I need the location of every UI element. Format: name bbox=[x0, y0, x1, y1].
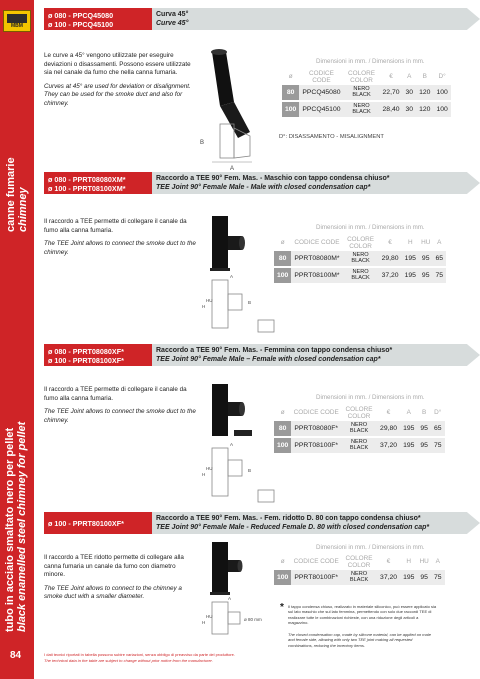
dimension-label-hu: HU bbox=[206, 466, 213, 471]
table-row bbox=[274, 251, 446, 267]
cell-b: 120 bbox=[416, 101, 433, 118]
product-description bbox=[44, 218, 196, 257]
col-d: D° bbox=[434, 409, 442, 417]
table-header-row bbox=[274, 406, 445, 421]
cell-a: 195 bbox=[400, 437, 417, 454]
cell-h: 195 bbox=[402, 251, 419, 267]
category-label-it: canne fumarie bbox=[5, 157, 17, 232]
description-en: The TEE Joint allows to connect the smoke duct to the chimney. bbox=[44, 240, 196, 256]
table-header-row bbox=[282, 70, 451, 85]
product-line-label-it: tubo in acciaio smaltato nero per pellet bbox=[4, 427, 16, 632]
brand-logo bbox=[3, 10, 31, 32]
cell-code: PPRT08100M* bbox=[291, 267, 342, 284]
table-row bbox=[274, 421, 445, 437]
description-en: The TEE Joint allows to connect the smoke duct to the chimney. bbox=[44, 408, 196, 424]
curve-drawing bbox=[196, 44, 296, 172]
product-section-tee-male bbox=[34, 172, 480, 340]
table-title: Dimensioni in mm. / Dimensions in mm. bbox=[316, 394, 425, 401]
cell-diameter: 100 bbox=[282, 101, 299, 118]
cell-h: 195 bbox=[402, 267, 419, 284]
product-title-en: Curve 45° bbox=[156, 20, 189, 27]
cell-h: 195 bbox=[400, 570, 417, 586]
col-price: € bbox=[388, 239, 392, 247]
col-h: H bbox=[406, 558, 412, 566]
product-section-curve bbox=[34, 8, 480, 172]
product-line-label-en: black enamelled steel chimney for pellet bbox=[16, 421, 29, 632]
cell-code: PPCQ45100 bbox=[299, 101, 343, 118]
cell-a: 30 bbox=[403, 85, 417, 101]
col-h: H bbox=[407, 239, 413, 247]
cell-code: PPCQ45080 bbox=[299, 85, 343, 101]
section-header bbox=[34, 8, 480, 30]
col-price: € bbox=[389, 73, 393, 81]
cell-price: 29,80 bbox=[379, 251, 402, 267]
col-a: A bbox=[437, 239, 442, 247]
spec-table bbox=[274, 236, 446, 285]
dimension-label-h: H bbox=[202, 304, 206, 309]
col-color: COLORE COLOR bbox=[345, 555, 373, 569]
color-label: NERO BLACK bbox=[349, 439, 369, 451]
col-hu: HU bbox=[421, 239, 431, 247]
col-diameter: ø bbox=[280, 239, 285, 247]
cell-code: PPRT08100F* bbox=[291, 437, 341, 454]
title-bar bbox=[152, 8, 480, 30]
col-a: A bbox=[406, 409, 411, 417]
logo-mark bbox=[7, 14, 27, 23]
table-title: Dimensioni in mm. / Dimensions in mm. bbox=[316, 58, 425, 65]
cell-b: 95 bbox=[417, 437, 431, 454]
category-label bbox=[5, 157, 29, 232]
table-row bbox=[282, 101, 451, 118]
product-description bbox=[44, 52, 196, 108]
col-code: CODICE CODE bbox=[293, 409, 339, 417]
disclaimer-en: The technical data in the table are subject to change without prior notice from the manufacturer. bbox=[44, 658, 213, 663]
cell-diameter: 80 bbox=[282, 85, 299, 101]
cell-hu: 95 bbox=[419, 267, 433, 284]
col-code: CODICE CODE bbox=[309, 70, 334, 84]
color-label: NERO BLACK bbox=[349, 571, 369, 583]
product-line-label bbox=[4, 422, 28, 632]
col-a: A bbox=[435, 558, 440, 566]
product-title-it: Curva 45° bbox=[156, 11, 189, 18]
col-price: € bbox=[386, 558, 391, 566]
col-b: B bbox=[422, 73, 427, 81]
dimension-label-a: A bbox=[230, 166, 235, 172]
section-header bbox=[34, 344, 480, 366]
cell-a: 195 bbox=[400, 421, 417, 437]
cell-color bbox=[341, 437, 377, 454]
cell-price: 28,40 bbox=[380, 101, 403, 118]
cell-code: PPRT08080M* bbox=[291, 251, 342, 267]
cell-diameter: 100 bbox=[274, 570, 291, 586]
cell-b: 95 bbox=[417, 421, 431, 437]
cell-price: 37,20 bbox=[377, 570, 400, 586]
col-price: € bbox=[386, 409, 391, 417]
product-title-it: Raccordo a TEE 90° Fem. Mas. - Maschio con tappo condensa chiuso* bbox=[156, 175, 390, 182]
cell-color bbox=[341, 570, 377, 586]
spec-table bbox=[274, 555, 445, 587]
cell-color bbox=[343, 267, 379, 284]
cell-diameter: 80 bbox=[274, 251, 291, 267]
dimension-label-hu: HU bbox=[206, 298, 213, 303]
col-diameter: ø bbox=[288, 73, 293, 81]
dimension-label-b: B bbox=[248, 300, 252, 305]
col-diameter: ø bbox=[280, 558, 285, 566]
product-title-en: TEE Joint 90° Female Male - Male with closed condensation cap* bbox=[156, 184, 371, 191]
table-row bbox=[274, 570, 445, 586]
product-title-en: TEE Joint 90° Female Male – Female with closed condensation cap* bbox=[156, 356, 381, 363]
dimension-label-diameter: ø 80 mm bbox=[244, 617, 262, 622]
product-code: ø 100 - PPCQ45100 bbox=[48, 20, 114, 29]
product-code: ø 080 - PPCQ45080 bbox=[48, 11, 114, 20]
footnote-en: The closed condensation cap, made by silicone material, can be applied on male and female side, allowing with only two TEE joint making all requested combinations, reducing the inventory items. bbox=[288, 632, 431, 648]
dimension-label-a: A bbox=[230, 274, 234, 279]
cell-diameter: 100 bbox=[274, 267, 291, 284]
cell-d: 100 bbox=[433, 101, 450, 118]
cell-color bbox=[343, 251, 379, 267]
color-label: NERO BLACK bbox=[352, 103, 371, 115]
table-title: Dimensioni in mm. / Dimensions in mm. bbox=[316, 544, 425, 551]
product-code: ø 080 - PPRT08080XM* bbox=[48, 175, 126, 184]
col-b: B bbox=[422, 409, 427, 417]
color-label: NERO BLACK bbox=[351, 269, 370, 281]
product-description bbox=[44, 554, 196, 602]
footnote-it: Il tappo condensa chiuso, realizzato in materiale siliconico, può essere applicato sia sul lato maschio che sul lato femmina, permettendo con solo due raccordi TEE di realizzare tutte le combinazioni richieste, con una riduzione degli articoli a magazzino. bbox=[288, 604, 437, 626]
table-header-row bbox=[274, 555, 445, 570]
cell-color bbox=[341, 421, 377, 437]
product-section-tee-female bbox=[34, 344, 480, 508]
dimension-label-h: H bbox=[202, 472, 206, 477]
sidebar bbox=[0, 0, 34, 679]
col-hu: HU bbox=[419, 558, 429, 566]
cell-code: PPRT08080F* bbox=[291, 421, 341, 437]
col-code: CODICE CODE bbox=[293, 558, 339, 566]
section-header bbox=[34, 512, 480, 534]
cell-price: 29,80 bbox=[377, 421, 400, 437]
col-diameter: ø bbox=[280, 409, 285, 417]
section-header bbox=[34, 172, 480, 194]
cell-price: 37,20 bbox=[377, 437, 400, 454]
cell-a: 30 bbox=[403, 101, 417, 118]
category-label-en: chimney bbox=[17, 187, 30, 232]
table-row bbox=[274, 437, 445, 454]
cell-d: 100 bbox=[433, 85, 450, 101]
cell-color bbox=[344, 101, 380, 118]
spec-table bbox=[282, 70, 451, 119]
description-it: Il raccordo a TEE ridotto permette di collegare alla canna fumaria un canale da fumo con diametro minore. bbox=[44, 554, 184, 578]
col-a: A bbox=[407, 73, 412, 81]
description-en: The TEE Joint allows to connect to the chimney a smoke duct with a smaller diameter. bbox=[44, 584, 182, 600]
dimension-label-hu: HU bbox=[206, 614, 213, 619]
table-note: D°: DISASSAMENTO - MISALIGNMENT bbox=[279, 134, 384, 140]
dimension-label-b: B bbox=[248, 468, 252, 473]
col-color: COLORE COLOR bbox=[345, 406, 373, 420]
product-code: ø 080 - PPRT08080XF* bbox=[48, 347, 124, 356]
page-number: 84 bbox=[10, 650, 22, 661]
color-label: NERO BLACK bbox=[352, 86, 371, 98]
col-color: COLORE COLOR bbox=[348, 70, 376, 84]
product-code: ø 100 - PPRT08100XF* bbox=[48, 356, 124, 365]
cell-d: 75 bbox=[431, 437, 445, 454]
dimension-label-b: B bbox=[200, 140, 205, 146]
table-row bbox=[274, 267, 446, 284]
col-d: D° bbox=[438, 73, 446, 81]
product-title-en: TEE Joint 90° Female Male - Reduced Female D. 80 with closed condensation cap* bbox=[156, 524, 430, 531]
dimension-label-a: A bbox=[230, 442, 234, 447]
table-title: Dimensioni in mm. / Dimensions in mm. bbox=[316, 224, 425, 231]
product-code: ø 100 - PPRT08100XM* bbox=[48, 184, 126, 193]
cell-d: 65 bbox=[431, 421, 445, 437]
cell-price: 37,20 bbox=[379, 267, 402, 284]
product-title-it: Raccordo a TEE 90° Fem. Mas. - Fem. ridotto D. 80 con tappo condensa chiuso* bbox=[156, 515, 421, 522]
description-it: Il raccordo a TEE permette di collegare il canale da fumo alla canna fumaria. bbox=[44, 218, 187, 234]
cell-hu: 95 bbox=[419, 251, 433, 267]
dimension-label-a: A bbox=[228, 596, 232, 601]
col-code: CODICE CODE bbox=[294, 239, 340, 247]
table-row bbox=[282, 85, 451, 101]
description-it: Il raccordo a TEE permette di collegare il canale da fumo alla canna fumaria. bbox=[44, 386, 187, 402]
cell-hu: 95 bbox=[417, 570, 431, 586]
cell-b: 120 bbox=[416, 85, 433, 101]
spec-table bbox=[274, 406, 445, 455]
product-code: ø 100 - PPRT80100XF* bbox=[48, 519, 124, 528]
cell-a: 65 bbox=[432, 251, 446, 267]
logo-text: MBM bbox=[11, 23, 23, 29]
cell-a: 75 bbox=[431, 570, 445, 586]
cell-code: PPRT80100F* bbox=[291, 570, 341, 586]
cell-diameter: 80 bbox=[274, 421, 291, 437]
dimension-label-h: H bbox=[202, 620, 206, 625]
cell-a: 75 bbox=[432, 267, 446, 284]
cell-price: 22,70 bbox=[380, 85, 403, 101]
description-en: Curves at 45° are used for deviation or disalignment. They can be used for the smoke duct and also for chimney. bbox=[44, 82, 191, 107]
product-description bbox=[44, 386, 196, 425]
footnote-star: * bbox=[280, 602, 284, 613]
description-it: Le curve a 45° vengono utilizzate per eseguire deviazioni o disassamenti. Possono essere utilizzate sia nel canale da fumo che nella canna fumaria. bbox=[44, 52, 191, 76]
color-label: NERO BLACK bbox=[351, 252, 370, 264]
table-header-row bbox=[274, 236, 446, 251]
disclaimer-it: I dati tecnici riportati in tabella possono subire variazioni, senza obbligo di preavviso da parte del produttore. bbox=[44, 652, 235, 657]
col-color: COLORE COLOR bbox=[347, 236, 375, 250]
product-title-it: Raccordo a TEE 90° Fem. Mas. - Femmina con tappo condensa chiuso* bbox=[156, 347, 393, 354]
cell-diameter: 100 bbox=[274, 437, 291, 454]
cell-color bbox=[344, 85, 380, 101]
color-label: NERO BLACK bbox=[349, 422, 369, 434]
